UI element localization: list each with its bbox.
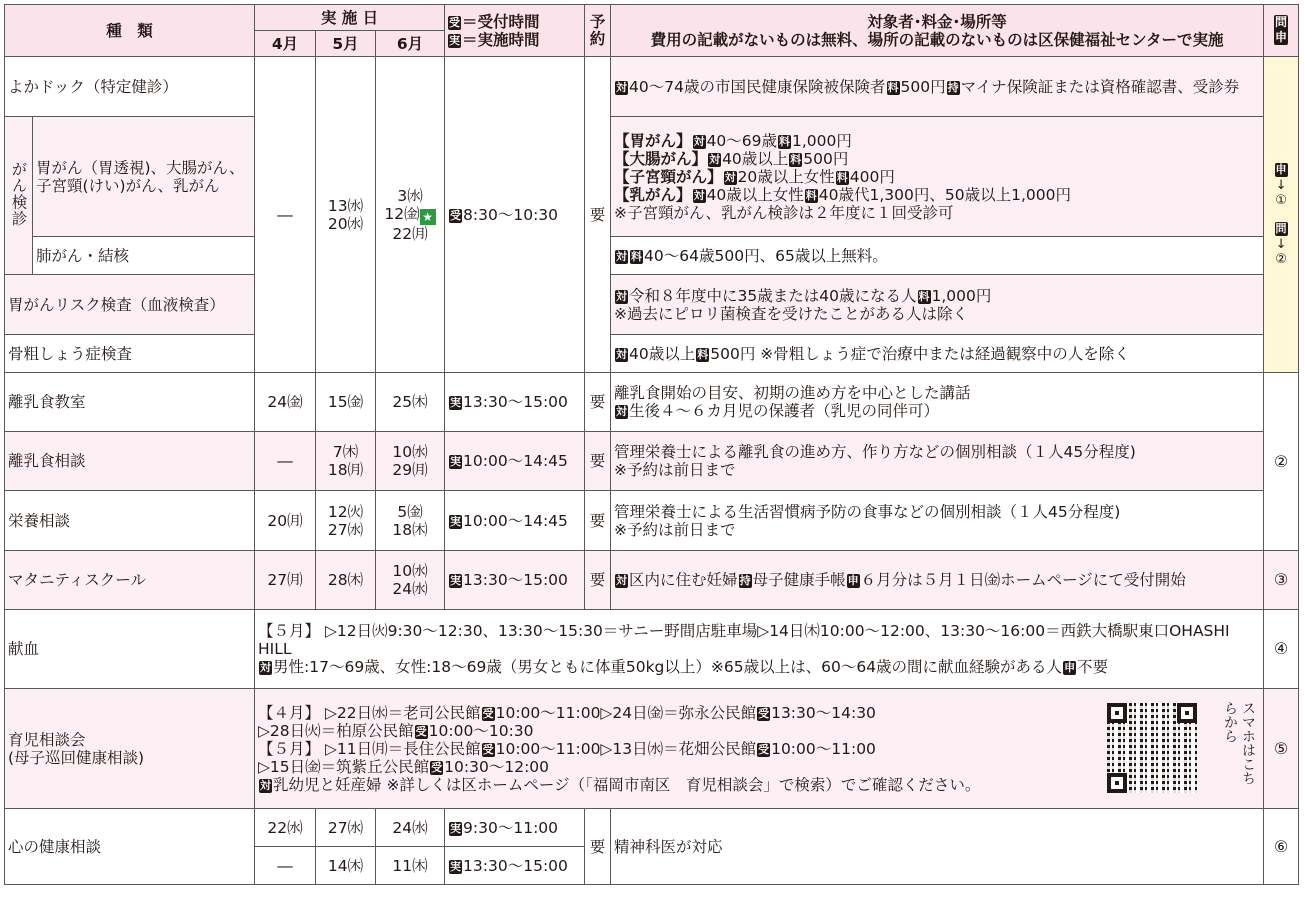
shared-toi: 申 ↓ ① 問 ↓ ②	[1264, 57, 1299, 373]
header-june: 6月	[376, 31, 445, 57]
shared-time: 受 8:30～10:30	[445, 57, 585, 373]
header-target: 対象者･料金･場所等 費用の記載がないものは無料、場所の記載のないものは区保健福祉センターで実施	[611, 5, 1264, 57]
row-rinyu-june: 25㈭	[376, 373, 445, 432]
row-ikuji-detail: 【４月】 ▷22日㈬＝老司公民館 受 10:00～11:00▷24日㈮＝弥永公民館 受 13:30～14:30 ▷28日㈫＝柏原公民館 受 10:00～10:30 【５月】 ▷11日㈪＝長住公民館 受 10:00～11:00▷13日㈬＝花畑公民館 受 10:00～11:00 ▷15日㈮＝筑紫丘公民館 受 10:30～12:00 対 乳幼児と妊産婦 ※詳しくは区ホームページ（「福岡市南区 育児相談会」で検索）でご確認ください。 スマホはこちらから	[255, 689, 1264, 809]
row-kokoro-june1: 24㈬	[376, 809, 445, 847]
row-igan-detail: 【胃がん】 対 40～69歳 料 1,000円 【大腸がん】 対 40歳以上 料 500円 【子宮頸がん】 対 20歳以上女性 料 400円 【乳がん】 対 40歳以上女性 料 40歳代1,300円、50歳以上1,000円 ※子宮頸がん、乳がん検診は２年度に１回受診可	[611, 117, 1264, 237]
row-rinyu-sodan-yoyaku: 要	[585, 432, 611, 491]
row-hai-name: 肺がん・結核	[33, 237, 255, 275]
row-igan-name: 胃がん（胃透視)、大腸がん、子宮頸(けい)がん、乳がん	[33, 117, 255, 237]
row-kokoro-june2: 11㈭	[376, 847, 445, 885]
shared-yoyaku: 要	[585, 57, 611, 373]
gan-group-label: がん検診	[5, 117, 33, 275]
row-kokoro-may1: 27㈬	[316, 809, 376, 847]
row-rinyu-toi: ②	[1264, 373, 1299, 551]
row-eiyo-detail: 管理栄養士による生活習慣病予防の食事などの個別相談（１人45分程度) ※予約は前日まで	[611, 491, 1264, 551]
row-eiyo-name: 栄養相談	[5, 491, 255, 551]
star-icon: ★	[420, 209, 436, 225]
row-rinyu-sodan-time: 実 10:00～14:45	[445, 432, 585, 491]
row-kotsu-name: 骨粗しょう症検査	[5, 335, 255, 373]
row-rinyu-name: 離乳食教室	[5, 373, 255, 432]
row-eiyo-april: 20㈪	[255, 491, 316, 551]
shared-april: ―	[255, 57, 316, 373]
row-rinyu-detail: 離乳食開始の目安、初期の進め方を中心とした講話 対 生後４～６カ月児の保護者（乳児の同伴可）	[611, 373, 1264, 432]
schedule-table	[4, 4, 1299, 885]
header-dates: 実 施 日	[255, 5, 445, 31]
row-kokoro-toi: ⑥	[1264, 809, 1299, 885]
row-rinyu-april: 24㈮	[255, 373, 316, 432]
row-kenketsu-detail: 【５月】 ▷12日㈫9:30～12:30、13:30～15:30＝サニー野間店駐車場▷14日㈭10:00～12:00、13:30～16:00＝西鉄大橋駅東口OHASHI HILL 対 男性:17～69歳、女性:18～69歳（男女ともに体重50kg以上）※65歳以上は、60～64歳の間に献血経験がある人 申 不要	[255, 610, 1264, 689]
row-maternity-may: 28㈭	[316, 551, 376, 610]
row-rinyu-may: 15㈮	[316, 373, 376, 432]
row-maternity-name: マタニティスクール	[5, 551, 255, 610]
row-rinyu-sodan-detail: 管理栄養士による離乳食の進め方、作り方などの個別相談（１人45分程度) ※予約は前日まで	[611, 432, 1264, 491]
shared-june: 3㈬ 12㈮ ★ 22㈪	[376, 57, 445, 373]
row-kokoro-yoyaku: 要	[585, 809, 611, 885]
row-kotsu-detail: 対 40歳以上 料 500円 ※骨粗しょう症で治療中または経過観察中の人を除く	[611, 335, 1264, 373]
row-maternity-detail: 対 区内に住む妊婦 持 母子健康手帳 申 ６月分は５月１日㈮ホームページにて受付開始	[611, 551, 1264, 610]
row-rinyu-sodan-name: 離乳食相談	[5, 432, 255, 491]
row-maternity-april: 27㈪	[255, 551, 316, 610]
row-kokoro-april2: ―	[255, 847, 316, 885]
header-time: 受 ＝受付時間 実 ＝実施時間	[445, 5, 585, 57]
row-rinyu-time: 実 13:30～15:00	[445, 373, 585, 432]
row-eiyo-yoyaku: 要	[585, 491, 611, 551]
row-kokoro-detail: 精神科医が対応	[611, 809, 1264, 885]
row-rinyu-sodan-june: 10㈬ 29㈪	[376, 432, 445, 491]
row-maternity-toi: ③	[1264, 551, 1299, 610]
header-toi: 問 申	[1264, 5, 1299, 57]
row-rinyu-yoyaku: 要	[585, 373, 611, 432]
row-rinyu-sodan-april: ―	[255, 432, 316, 491]
row-hai-detail: 対 料 40～64歳500円、65歳以上無料。	[611, 237, 1264, 275]
row-kokoro-april1: 22㈬	[255, 809, 316, 847]
row-kokoro-name: 心の健康相談	[5, 809, 255, 885]
qr-code-icon[interactable]	[1107, 703, 1197, 793]
header-yoyaku: 予約	[585, 5, 611, 57]
row-ikuji-name: 育児相談会 (母子巡回健康相談)	[5, 689, 255, 809]
qr-caption: スマホはこちらから	[1222, 701, 1257, 785]
row-yoka-name: よかドック（特定健診）	[5, 57, 255, 117]
row-kenketsu-toi: ④	[1264, 610, 1299, 689]
row-rinyu-sodan-may: 7㈭ 18㈪	[316, 432, 376, 491]
header-kind: 種 類	[5, 5, 255, 57]
row-kokoro-time1: 実 9:30～11:00	[445, 809, 585, 847]
row-eiyo-time: 実 10:00～14:45	[445, 491, 585, 551]
header-may: 5月	[316, 31, 376, 57]
row-maternity-time: 実 13:30～15:00	[445, 551, 585, 610]
row-maternity-june: 10㈬ 24㈬	[376, 551, 445, 610]
row-kenketsu-name: 献血	[5, 610, 255, 689]
row-risk-detail: 対 令和８年度中に35歳または40歳になる人 料 1,000円 ※過去にピロリ菌検査を受けたことがある人は除く	[611, 275, 1264, 335]
row-eiyo-may: 12㈫ 27㈬	[316, 491, 376, 551]
row-ikuji-toi: ⑤	[1264, 689, 1299, 809]
row-yoka-detail: 対 40～74歳の市国民健康保険被保険者 料 500円 持 マイナ保険証または資格確認書、受診券	[611, 57, 1264, 117]
row-kokoro-may2: 14㈭	[316, 847, 376, 885]
header-april: 4月	[255, 31, 316, 57]
row-eiyo-june: 5㈮ 18㈭	[376, 491, 445, 551]
row-kokoro-time2: 実 13:30～15:00	[445, 847, 585, 885]
row-risk-name: 胃がんリスク検査（血液検査）	[5, 275, 255, 335]
shared-may: 13㈬ 20㈬	[316, 57, 376, 373]
row-maternity-yoyaku: 要	[585, 551, 611, 610]
